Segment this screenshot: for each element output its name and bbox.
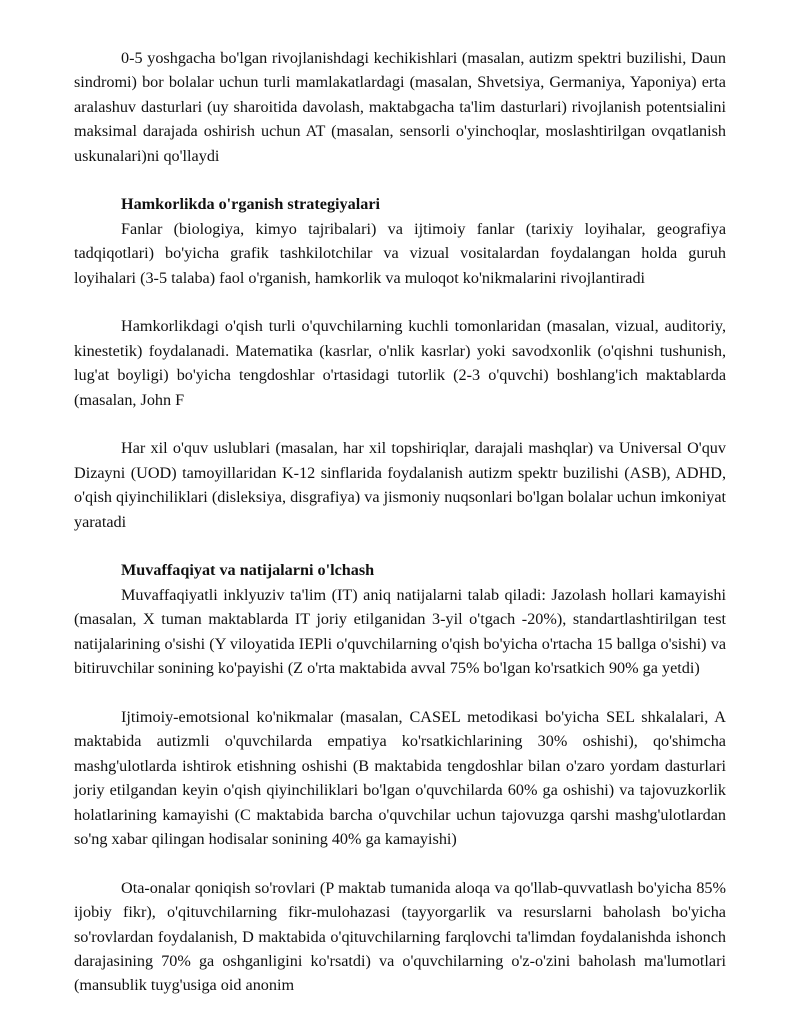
paragraph-gap xyxy=(74,412,726,436)
paragraph-gap xyxy=(74,681,726,705)
paragraph-parent-surveys: Ota-onalar qoniqish so'rovlari (P maktab tumanida aloqa va qo'llab-quvvatlash bo'yicha 85% ijobiy fikr), o'qituvchilarning fikr-mulohazasi (tayyorgarlik va resurslarni baholash bo'yicha so'rovlardan foydalanish, D maktabida o'qituvchilarning farqlovchi ta'limdan foydalanishda ishonch darajasining 70% ga oshganligini ko'rsatdi) va o'quvchilarning o'z-o'zini baholash ma'lumotlari (mansublik tuyg'usiga oid anonim xyxy=(74,878,726,995)
document-page xyxy=(74,46,726,998)
paragraph-collaborative-reading: Hamkorlikdagi o'qish turli o'quvchilarning kuchli tomonlaridan (masalan, vizual, auditoriy, kinestetik) foydalanadi. Matematika (kasrlar, o'nlik kasrlar) yoki savodxonlik (o'qishni tushunish, lug'at boyligi) bo'yicha tengdoshlar o'rtasidagi tutorlik (2-3 o'quvchi) boshlang'ich maktablarda (masalan, John F xyxy=(74,317,726,409)
section-heading-measuring-success: Muvaffaqiyat va natijalarni o'lchash xyxy=(121,561,375,580)
paragraph-measurable-results: Muvaffaqiyatli inklyuziv ta'lim (IT) aniq natijalarni talab qiladi: Jazolash hollari kamayishi (masalan, X tuman maktablarda IT joriy etilganidan 3-yil o'tgach -20%), standartlashtirilgan test natijalarining o'sishi (Y viloyatida IEPli o'quvchilarning o'qish bo'yicha o'rtacha 15 ballga o'sishi) va bitiruvchilar sonining ko'payishi (Z o'rta maktabida avval 75% bo'lgan ko'rsatkich 90% ga yetdi) xyxy=(74,585,726,678)
paragraph-group-projects: Fanlar (biologiya, kimyo tajribalari) va ijtimoiy fanlar (tarixiy loyihalar, geografiya tadqiqotlari) bo'yicha grafik tashkilotchilar va vizual vositalardan foydalangan holda guruh loyihalari (3-5 talaba) faol o'rganish, hamkorlik va muloqot ko'nikmalarini rivojlantiradi xyxy=(74,219,726,287)
section-heading-collaborative-learning: Hamkorlikda o'rganish strategiyalari xyxy=(121,195,380,214)
paragraph-early-intervention: 0-5 yoshgacha bo'lgan rivojlanishdagi kechikishlari (masalan, autizm spektri buzilishi, Daun sindromi) bor bolalar uchun turli mamlakatlardagi (masalan, Shvetsiya, Germaniya, Yaponiya) erta aralashuv dasturlari (uy sharoitida davolash, maktabgacha ta'lim dasturlari) rivojlanish potentsialini maksimal darajada oshirish uchun AT (masalan, sensorli o'yinchoqlar, moslashtirilgan ovqatlanish uskunalari)ni qo'llaydi xyxy=(74,49,726,165)
paragraph-learning-styles: Har xil o'quv uslublari (masalan, har xil topshiriqlar, darajali mashqlar) va Universal O'quv Dizayni (UOD) tamoyillaridan K-12 sinflarida foydalanish autizm spektr buzilishi (ASB), ADHD, o'qish qiyinchiliklari (disleksiya, disgrafiya) va jismoniy nuqsonlari bo'lgan bolalar uchun imkoniyat yaratadi xyxy=(74,439,726,531)
paragraph-gap xyxy=(74,534,726,558)
paragraph-gap xyxy=(74,851,726,875)
paragraph-gap xyxy=(74,168,726,192)
paragraph-social-emotional-skills: Ijtimoiy-emotsional ko'nikmalar (masalan, CASEL metodikasi bo'yicha SEL shkalalari, A maktabida autizmli o'quvchilarda empatiya ko'rsatkichlarining 30% oshishi), qo'shimcha mashg'ulotlarda ishtirok etishning oshishi (B maktabida tengdoshlar bilan o'zaro yordam dasturlari joriy etilgandan keyin o'qish qiyinchiliklari bo'lgan o'quvchilarda 60% ga oshishi) va tajovuzkorlik holatlarining kamayishi (C maktabida barcha o'quvchilar uchun tajovuzga qarshi mashg'ulotlardan so'ng xabar qilingan hodisalar sonining 40% ga kamayishi) xyxy=(74,707,726,848)
paragraph-gap xyxy=(74,290,726,314)
